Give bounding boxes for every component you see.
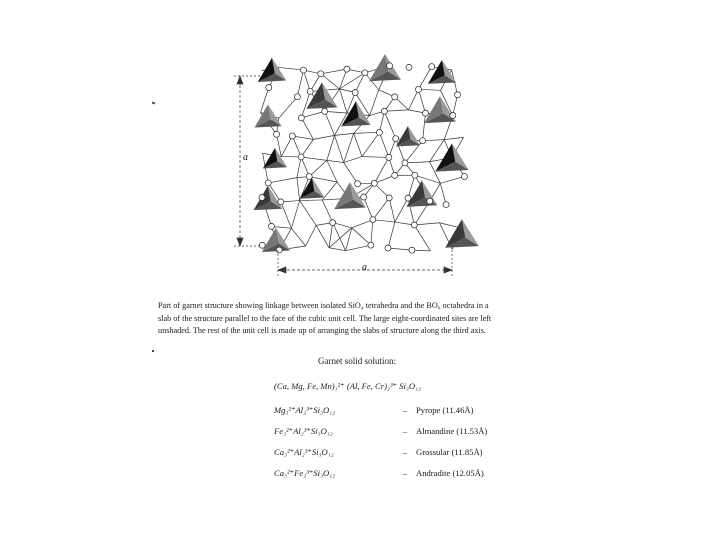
polyhedron-edge [327, 160, 337, 182]
polyhedron-edge [291, 228, 305, 246]
polyhedron-edge [414, 223, 439, 225]
polyhedron-edge [329, 223, 333, 248]
polyhedron-edge [303, 70, 310, 91]
polyhedron-edge [313, 135, 334, 139]
oxygen-atom [294, 94, 300, 100]
end-member-name: Almandine (11.53Å) [416, 426, 488, 436]
polyhedron-edge [444, 137, 463, 139]
oxygen-atom [266, 85, 272, 91]
polyhedron-edge [321, 69, 347, 74]
polyhedron-edge [440, 176, 464, 183]
polyhedron-edge [364, 197, 373, 220]
polyhedron-edge [300, 201, 317, 226]
oxygen-atom [385, 245, 391, 251]
end-member-dash: – [402, 426, 408, 436]
arrow-down-icon [237, 238, 243, 246]
figure-caption [158, 300, 578, 338]
polyhedron-edge [344, 133, 354, 162]
polyhedron-edge [329, 228, 352, 248]
oxygen-atom [361, 194, 367, 200]
oxygen-atom [406, 64, 412, 70]
polyhedron-edge [352, 220, 373, 228]
polyhedron-edge [297, 70, 303, 97]
oxygen-atom [405, 195, 411, 201]
general-formula [274, 381, 421, 392]
end-member-formula: Ca₃²⁺Al₂³⁺Si₃O₁₂ [274, 447, 334, 457]
oxygen-atom [289, 133, 295, 139]
oxygen-atom [415, 86, 421, 92]
polyhedron-edge [325, 111, 347, 113]
polyhedron-edge [430, 140, 445, 162]
polyhedron-edge [322, 200, 332, 223]
polyhedron-edge [370, 90, 379, 116]
caption-line: slab of the structure parallel to the face of the cubic unit cell. The large eight-coordinated sites are left [158, 313, 492, 323]
polyhedron-edge [281, 136, 292, 157]
end-member-row [274, 468, 484, 479]
oxygen-atom [429, 64, 435, 70]
end-member-dash: – [402, 447, 408, 457]
polyhedron-edge [268, 178, 297, 183]
end-member-row [274, 426, 487, 437]
oxygen-atom [392, 172, 398, 178]
oxygen-atom [387, 63, 393, 69]
polyhedron-edge [418, 67, 431, 90]
end-member-dash: – [402, 468, 408, 478]
end-member-name: Grossular (11.85Å) [416, 447, 483, 457]
oxygen-atom [393, 136, 399, 142]
oxygen-atom [411, 222, 417, 228]
polyhedron-edge [279, 97, 298, 119]
polyhedron-edge [340, 89, 347, 113]
end-member-name: Andradite (12.05Å) [416, 468, 484, 478]
oxygen-atom [307, 88, 313, 94]
polyhedron-edge [354, 133, 362, 156]
polyhedron-edge [333, 223, 346, 251]
oxygen-atom [386, 154, 392, 160]
caption-line: unshaded. The rest of the unit cell is made up of arranging the slabs of structure along the third axis. [158, 326, 486, 336]
oxygen-atom [352, 90, 358, 96]
polyhedron-edge [281, 202, 292, 228]
oxygen-atom [450, 112, 456, 118]
end-member-formula: Mg₃²⁺Al₂³⁺Si₃O₁₂ [274, 405, 336, 415]
polyhedron-edge [327, 160, 344, 162]
general-formula-text: (Ca, Mg, Fe, Mn)₃²⁺ (Al, Fe, Cr)₂³⁺ Si₃O₁₂ [274, 381, 422, 391]
end-member-row [274, 447, 483, 458]
oxygen-atom [370, 217, 376, 223]
polyhedron-edge [352, 228, 371, 245]
polyhedron-edge [346, 228, 352, 251]
oxygen-atom [455, 92, 461, 98]
oxygen-atom [300, 67, 306, 73]
polyhedron-edge [362, 132, 379, 156]
polyhedron-edge [344, 157, 362, 163]
polyhedron-edge [279, 67, 303, 70]
oxygen-atom [259, 195, 265, 201]
polyhedron-edge [335, 135, 344, 162]
polyhedron-edge [301, 111, 324, 117]
polyhedron-edge [388, 222, 395, 248]
polyhedron-edge [300, 200, 323, 201]
polyhedron-edge [371, 220, 373, 245]
polyhedron-edge [379, 132, 388, 157]
polyhedron-edge [373, 198, 389, 220]
end-member-formula: Ca₃²⁺Fe₂³⁺Si₃O₁₂ [274, 468, 336, 478]
oxygen-atom [274, 131, 280, 137]
end-member-dash: – [402, 405, 408, 415]
oxygen-atom [402, 160, 408, 166]
arrow-left-icon [278, 267, 286, 273]
polyhedron-edge [309, 160, 327, 176]
oxygen-atom [330, 220, 336, 226]
polyhedron-edge [327, 135, 335, 160]
oxygen-atom [322, 108, 328, 114]
dimension-label-a-horizontal: a [362, 262, 367, 273]
polyhedron-edge [344, 163, 358, 184]
end-member-formula: Fe₃²⁺Al₂³⁺Si₃O₁₂ [274, 426, 333, 436]
oxygen-atom [443, 202, 449, 208]
arrow-up-icon [237, 76, 243, 84]
oxygen-atom [355, 181, 361, 187]
polyhedron-edge [329, 248, 346, 251]
oxygen-atom [298, 115, 304, 121]
polyhedron-edge [389, 198, 395, 222]
end-member-name: Pyrope (11.46Å) [416, 405, 474, 415]
oxygen-atom [306, 174, 312, 180]
dimension-label-a-vertical: a [243, 152, 248, 163]
polyhedron-edge [362, 157, 389, 158]
polyhedron-edge [405, 162, 430, 163]
polyhedron-edge [325, 111, 335, 135]
polyhedron-edge [354, 132, 380, 133]
polyhedron-edge [291, 201, 299, 229]
polyhedron-edge [301, 157, 327, 160]
oxygen-atom [362, 70, 368, 76]
polyhedron-edge [292, 136, 301, 157]
polyhedron-edge [384, 111, 395, 138]
polyhedron-edge [301, 118, 313, 140]
end-member-row [274, 405, 473, 416]
oxygen-atom [344, 66, 350, 72]
oxygen-atom [298, 154, 304, 160]
polyhedron-edge [423, 113, 426, 141]
polyhedron-edge [384, 110, 408, 111]
oxygen-atom [368, 242, 374, 248]
polyhedron-edge [306, 225, 317, 246]
caption-line: Part of garnet structure showing linkage between isolated SiO₄ tetrahedra and the BO₆ octahedra in a [158, 301, 489, 310]
polyhedron-edge [395, 198, 408, 222]
polyhedron-edge [409, 89, 419, 110]
oxygen-atom [269, 223, 275, 229]
oxygen-atom [265, 180, 271, 186]
polyhedron-edge [322, 182, 337, 200]
oxygen-atom [412, 172, 418, 178]
oxygen-atom [427, 198, 433, 204]
oxygen-atom [318, 71, 324, 77]
oxygen-atom [386, 195, 392, 201]
oxygen-atom [371, 180, 377, 186]
polyhedra-wireframe [261, 66, 465, 251]
polyhedron-edge [335, 133, 354, 135]
oxygen-atom [420, 138, 426, 144]
polyhedron-edge [297, 178, 300, 201]
oxygen-atom [422, 110, 428, 116]
oxygen-atom [278, 199, 284, 205]
oxygen-atom [381, 108, 387, 114]
polyhedron-edge [301, 91, 310, 117]
oxygen-atom [461, 173, 467, 179]
oxygen-atom [259, 242, 265, 248]
polyhedron-edge [346, 245, 371, 251]
polyhedron-edge [414, 225, 430, 251]
polyhedron-edge [418, 89, 425, 113]
polyhedron-edge [316, 225, 329, 247]
oxygen-atom [276, 247, 282, 253]
polyhedron-edge [374, 157, 389, 183]
oxygen-atom [409, 247, 415, 253]
arrow-right-icon [444, 267, 452, 273]
polyhedron-edge [388, 248, 412, 250]
oxygen-atom [392, 94, 398, 100]
oxygen-atom [376, 129, 382, 135]
solid-solution-title: Garnet solid solution: [318, 356, 396, 366]
